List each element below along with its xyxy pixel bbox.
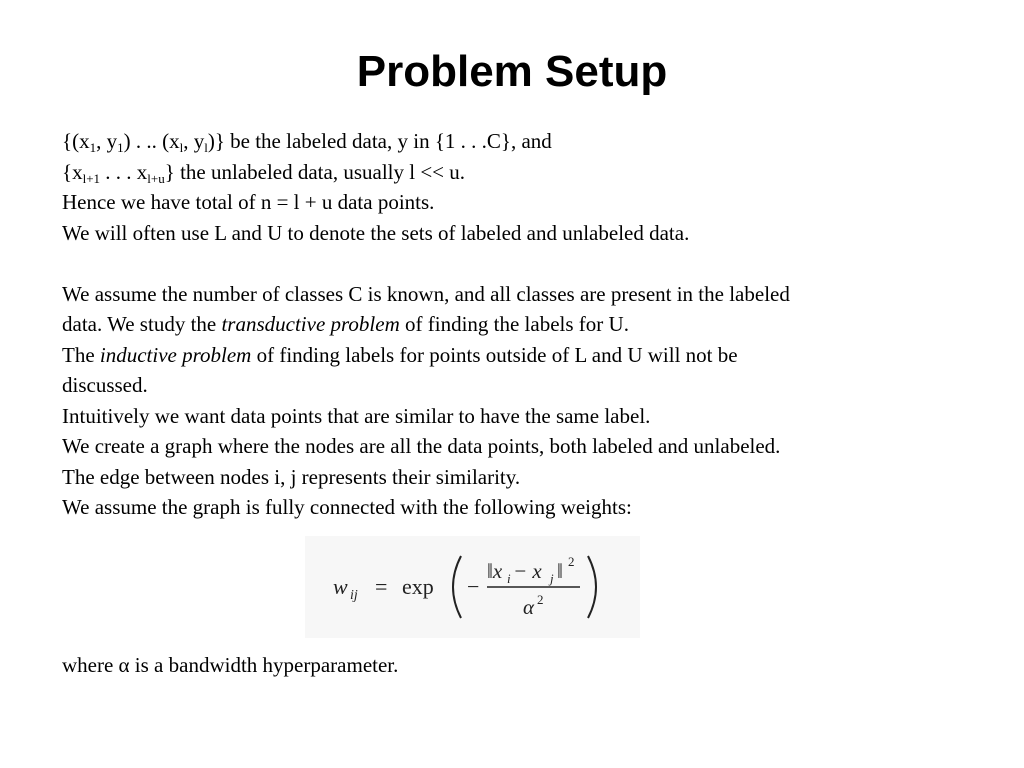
- inductive-line: The inductive problem of finding labels for points outside of L and U will not be: [62, 342, 738, 367]
- formula-denominator: α: [523, 595, 535, 619]
- unlabeled-data-line: {$x_{l+1}$ . . . $x_{l+u}$} the unlabeled data, usually l << u.: [62, 159, 466, 186]
- formula-minus: −: [467, 574, 480, 599]
- formula-num-mid: − x: [513, 559, 542, 583]
- transductive-line: data. We study the transductive problem of finding the labels for U.: [62, 312, 629, 336]
- formula-numerator: ‖x: [487, 559, 503, 583]
- formula-lhs-sub: ij: [350, 588, 358, 603]
- notation-line: We will often use L and U to denote the sets of labeled and unlabeled data.: [62, 220, 690, 245]
- bandwidth-note: where α is a bandwidth hyperparameter.: [62, 653, 399, 677]
- graph-nodes-line: We create a graph where the nodes are all the data points, both labeled and unlabeled.: [62, 434, 781, 458]
- intuition-line: Intuitively we want data points that are similar to have the same label.: [62, 403, 651, 428]
- slide-title: Problem Setup: [356, 47, 668, 96]
- discussed-line: discussed.: [62, 373, 148, 397]
- assumption-line: We assume the number of classes C is known, and all classes are present in the labeled: [62, 281, 790, 306]
- formula-num-sub-i: i: [507, 571, 511, 586]
- total-points-line: Hence we have total of n = l + u data points.: [62, 190, 435, 214]
- weights-line: We assume the graph is fully connected with the following weights:: [62, 495, 632, 519]
- formula-num-end: ‖: [557, 559, 563, 583]
- formula-lhs-var: w: [333, 574, 348, 599]
- paragraph-gap: [62, 248, 962, 279]
- weight-formula: [305, 536, 640, 638]
- formula-num-sub-j: j: [550, 571, 554, 586]
- edge-similarity-line: The edge between nodes i, j represents their similarity.: [62, 464, 521, 489]
- formula-exp: exp: [402, 574, 434, 599]
- formula-den-sup: 2: [537, 592, 544, 607]
- labeled-data-line: {($x_1$, $y_1$) . .. ($x_l$, $y_l$)} be the labeled data, y in {1 . . .C}, and: [62, 129, 552, 155]
- formula-num-sup: 2: [568, 554, 575, 569]
- slide-body: [62, 126, 962, 523]
- right-paren: [588, 556, 596, 618]
- formula-equals: =: [375, 574, 388, 599]
- left-paren: [453, 556, 461, 618]
